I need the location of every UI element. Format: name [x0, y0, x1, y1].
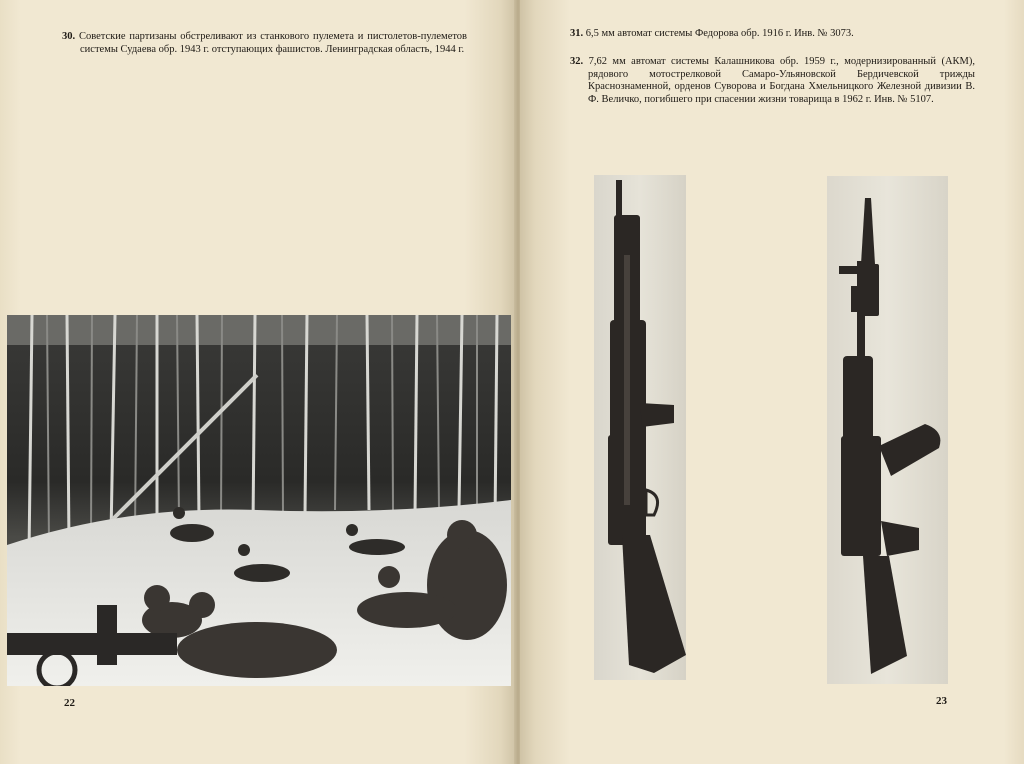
partisans-photo	[7, 315, 511, 686]
fedorov-rifle-photo	[594, 175, 686, 680]
caption-text: 6,5 мм автомат системы Федорова обр. 1916 г. Инв. № 3073.	[585, 28, 854, 39]
caption-number: 30.	[62, 31, 76, 42]
caption-text: 7,62 мм автомат системы Калашникова обр. 1959 г., модернизированный (АКМ), рядового мотострелковой Самаро-Ульяновской Бердичевской трижды Краснознаменной, орденов Суворова и Богдана Хмельницкого Железной дивизии В. Ф. Величко, погибшего при спасении жизни товарища в 1962 г. Инв. № 5107.	[588, 56, 975, 105]
caption-text: Советские партизаны обстреливают из станкового пулемета и пистолетов-пулеметов системы Судаева обр. 1943 г. отступающих фашистов. Ленинградская область, 1944 г.	[78, 31, 468, 55]
caption-number: 31.	[570, 28, 584, 39]
caption-31	[570, 28, 975, 41]
page-number-right: 23	[936, 695, 947, 707]
caption-32	[570, 56, 975, 106]
caption-30	[62, 31, 467, 56]
caption-number: 32.	[570, 56, 584, 67]
page-number-left: 22	[64, 697, 75, 709]
akm-rifle-photo	[827, 176, 948, 684]
